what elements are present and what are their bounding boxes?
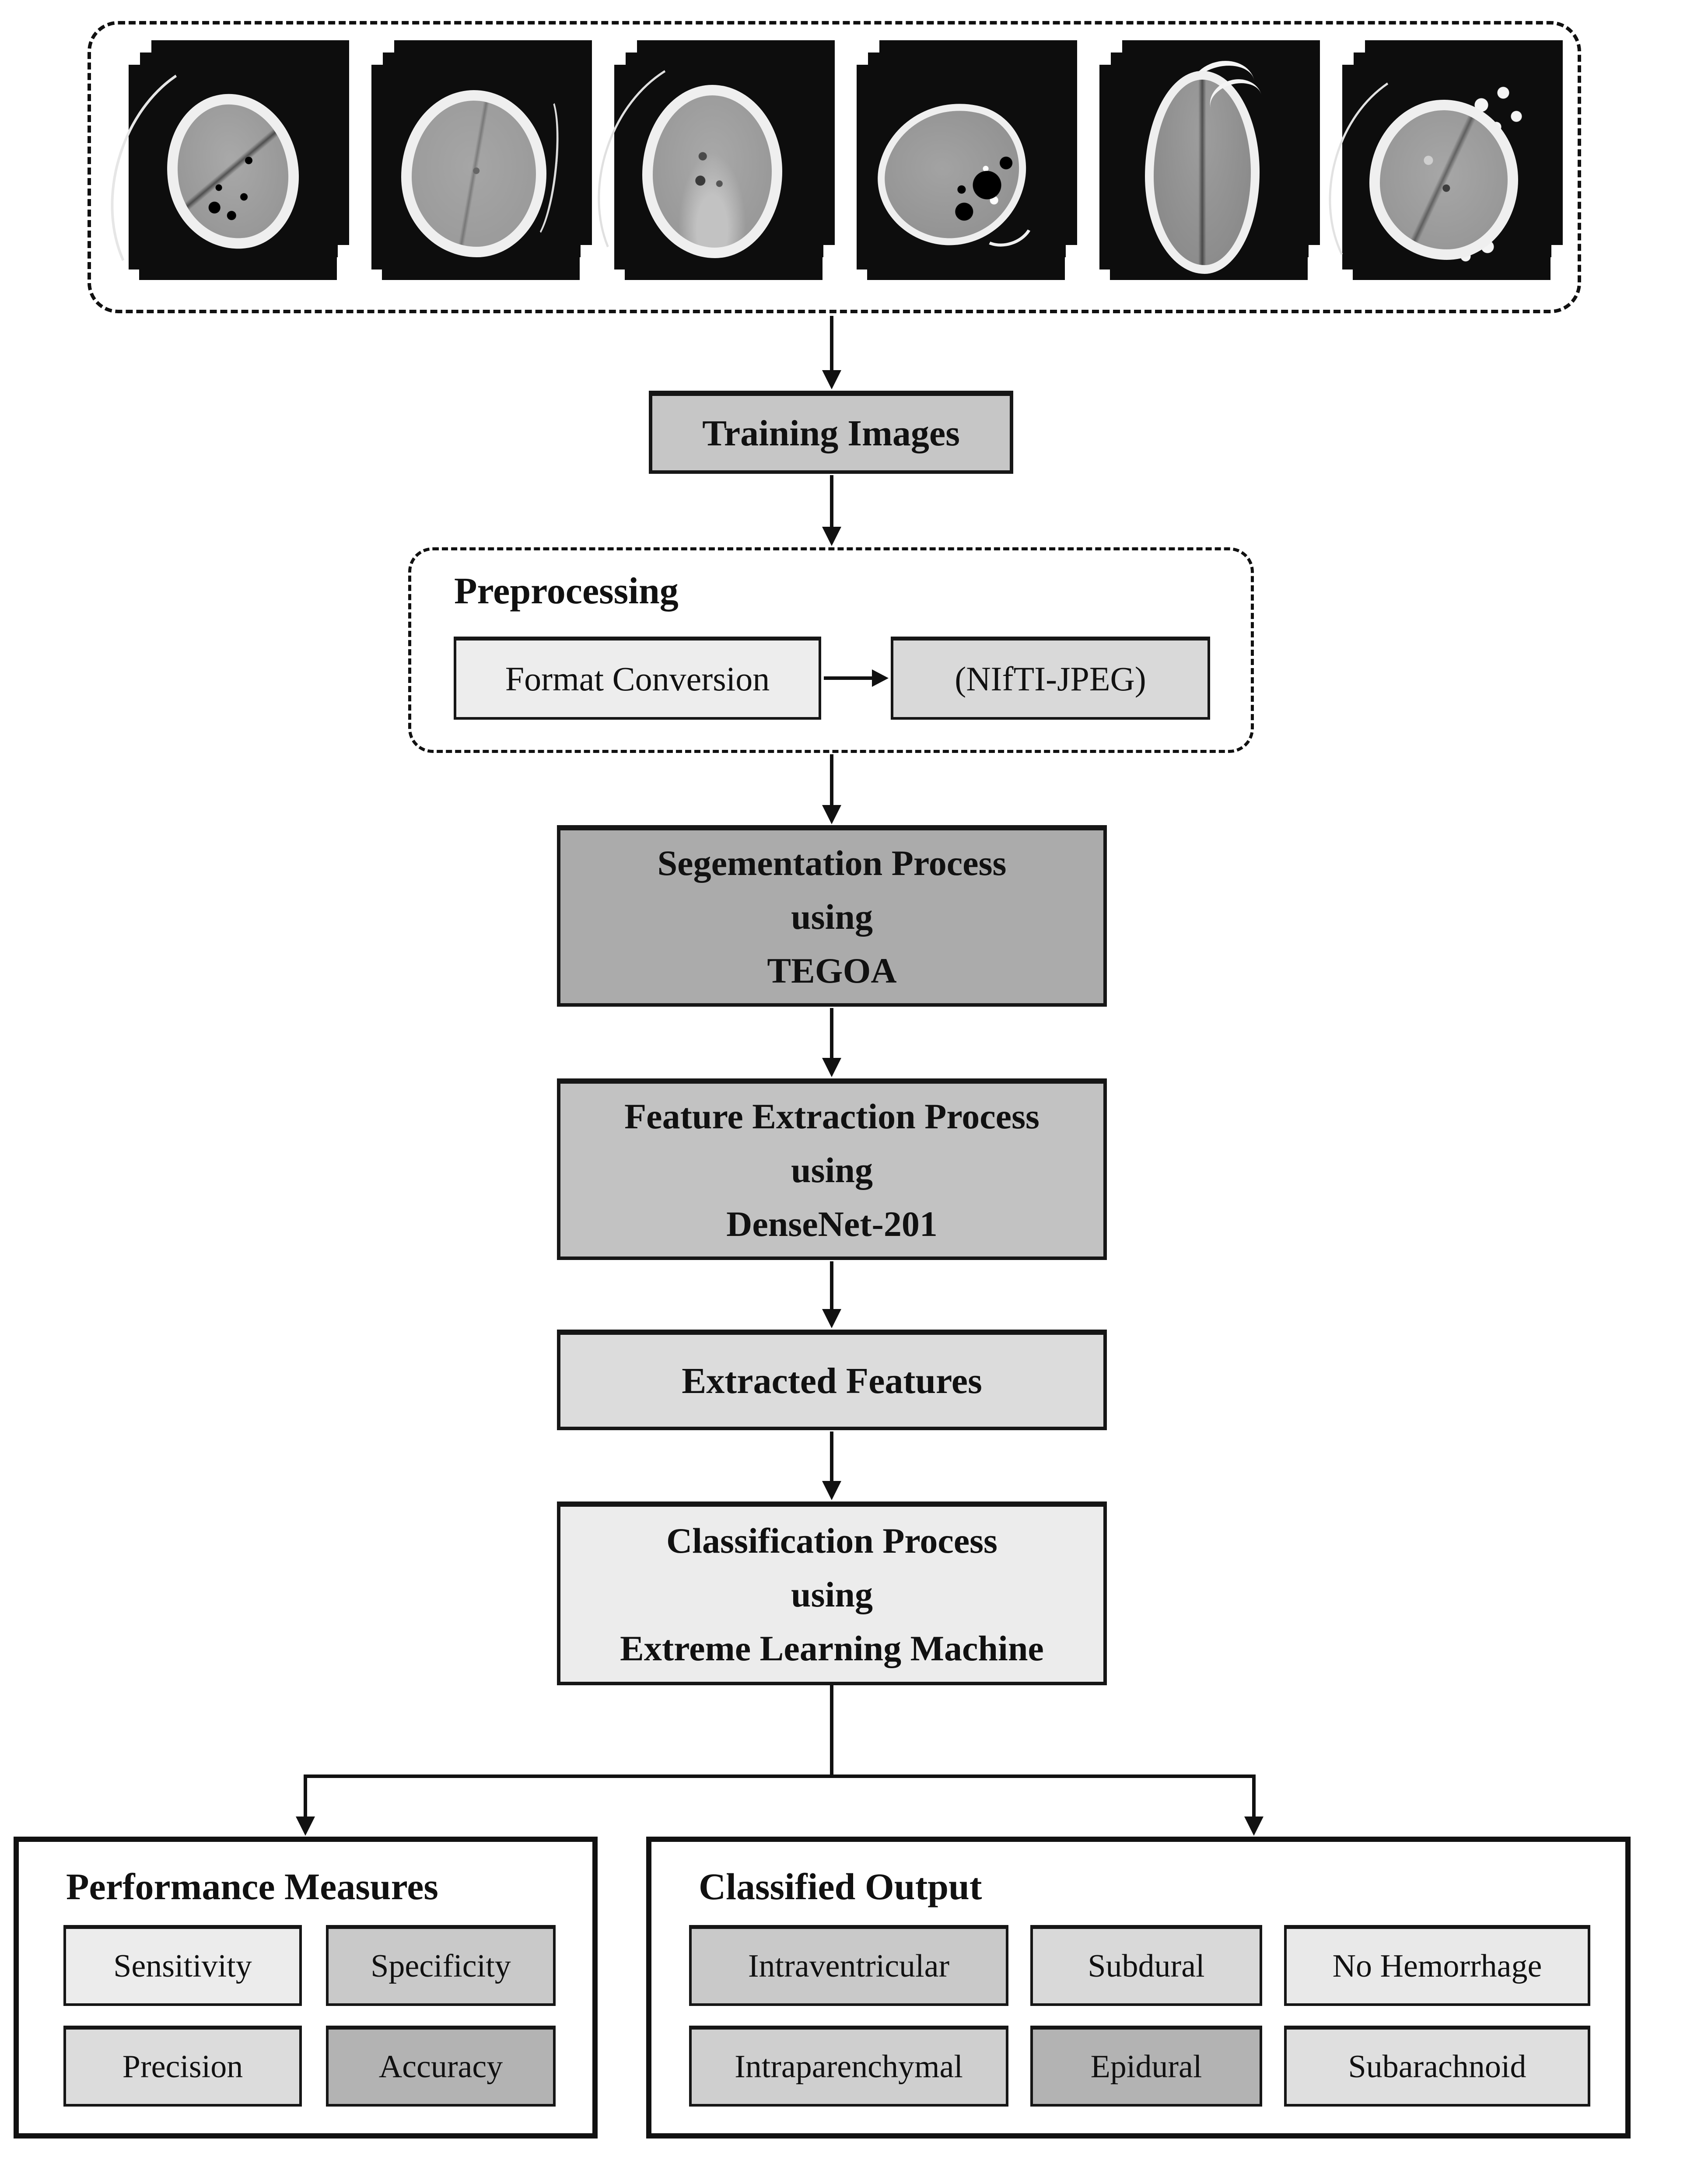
feature-extraction-box bbox=[557, 1078, 1107, 1260]
ct-scan-image bbox=[129, 65, 326, 270]
training-image-gallery bbox=[88, 21, 1581, 313]
metric-box-precision bbox=[63, 2026, 302, 2107]
training-images-label: Training Images bbox=[702, 413, 960, 454]
down-arrow-icon bbox=[822, 475, 841, 546]
brain-slice-graphic bbox=[1369, 100, 1518, 260]
down-arrow-icon bbox=[296, 1778, 315, 1836]
classified-output-title: Classified Output bbox=[699, 1866, 982, 1908]
metric-box-accuracy bbox=[326, 2026, 556, 2107]
format-conversion-box bbox=[454, 637, 821, 720]
performance-measures-title: Performance Measures bbox=[66, 1866, 438, 1908]
metric-box-specificity bbox=[326, 1925, 556, 2006]
feature-extraction-line: Feature Extraction Process bbox=[624, 1096, 1040, 1136]
segmentation-line: using bbox=[791, 897, 873, 937]
classification-box bbox=[557, 1502, 1107, 1685]
ct-scan-image bbox=[371, 65, 569, 270]
output-label: Intraventricular bbox=[748, 1948, 950, 1984]
brain-slice-graphic bbox=[642, 85, 782, 258]
output-label: Subarachnoid bbox=[1348, 2048, 1526, 2085]
classification-line: Extreme Learning Machine bbox=[620, 1628, 1044, 1668]
preprocessing-title: Preprocessing bbox=[454, 570, 679, 612]
nifti-jpeg-box bbox=[891, 637, 1210, 720]
branch-cross-line bbox=[304, 1774, 1256, 1778]
down-arrow-icon bbox=[822, 316, 841, 389]
down-arrow-icon bbox=[822, 1008, 841, 1077]
output-box-intraparenchymal bbox=[689, 2026, 1008, 2107]
brain-slice-graphic bbox=[401, 90, 546, 257]
output-label: Epidural bbox=[1090, 2048, 1202, 2085]
ct-scan-image bbox=[1342, 65, 1540, 270]
output-label: No Hemorrhage bbox=[1332, 1948, 1542, 1984]
metric-box-sensitivity bbox=[63, 1925, 302, 2006]
output-label: Subdural bbox=[1088, 1948, 1205, 1984]
output-box-epidural bbox=[1030, 2026, 1262, 2107]
extracted-features-label: Extracted Features bbox=[682, 1360, 982, 1401]
format-conversion-label: Format Conversion bbox=[505, 659, 770, 698]
output-box-subarachnoid bbox=[1284, 2026, 1590, 2107]
feature-extraction-line: using bbox=[791, 1150, 873, 1190]
down-arrow-icon bbox=[822, 1432, 841, 1500]
output-box-no-hemorrhage bbox=[1284, 1925, 1590, 2006]
brain-slice-graphic bbox=[154, 84, 311, 260]
output-label: Intraparenchymal bbox=[735, 2048, 963, 2085]
segmentation-box bbox=[557, 825, 1107, 1007]
metric-label: Specificity bbox=[371, 1948, 511, 1984]
brain-slice-graphic bbox=[1145, 71, 1260, 274]
training-images-box bbox=[649, 391, 1013, 474]
brain-slice-graphic bbox=[864, 86, 1040, 262]
output-box-intraventricular bbox=[689, 1925, 1008, 2006]
down-arrow-icon bbox=[822, 1261, 841, 1328]
branch-stem-line bbox=[830, 1685, 833, 1778]
nifti-jpeg-label: (NIfTI-JPEG) bbox=[955, 659, 1146, 698]
feature-extraction-line: DenseNet-201 bbox=[726, 1204, 938, 1244]
segmentation-line: Segementation Process bbox=[657, 843, 1007, 883]
right-arrow-icon bbox=[824, 669, 889, 687]
down-arrow-icon bbox=[822, 754, 841, 824]
extracted-features-box bbox=[557, 1330, 1107, 1430]
metric-label: Precision bbox=[122, 2048, 243, 2085]
metric-label: Sensitivity bbox=[113, 1948, 252, 1984]
output-box-subdural bbox=[1030, 1925, 1262, 2006]
metric-label: Accuracy bbox=[378, 2048, 503, 2085]
down-arrow-icon bbox=[1244, 1778, 1264, 1836]
ct-scan-image bbox=[614, 65, 812, 270]
ct-scan-image bbox=[1099, 65, 1297, 270]
segmentation-line: TEGOA bbox=[767, 951, 897, 990]
classification-line: using bbox=[791, 1574, 873, 1614]
ct-scan-image bbox=[857, 65, 1054, 270]
classification-line: Classification Process bbox=[666, 1520, 998, 1561]
